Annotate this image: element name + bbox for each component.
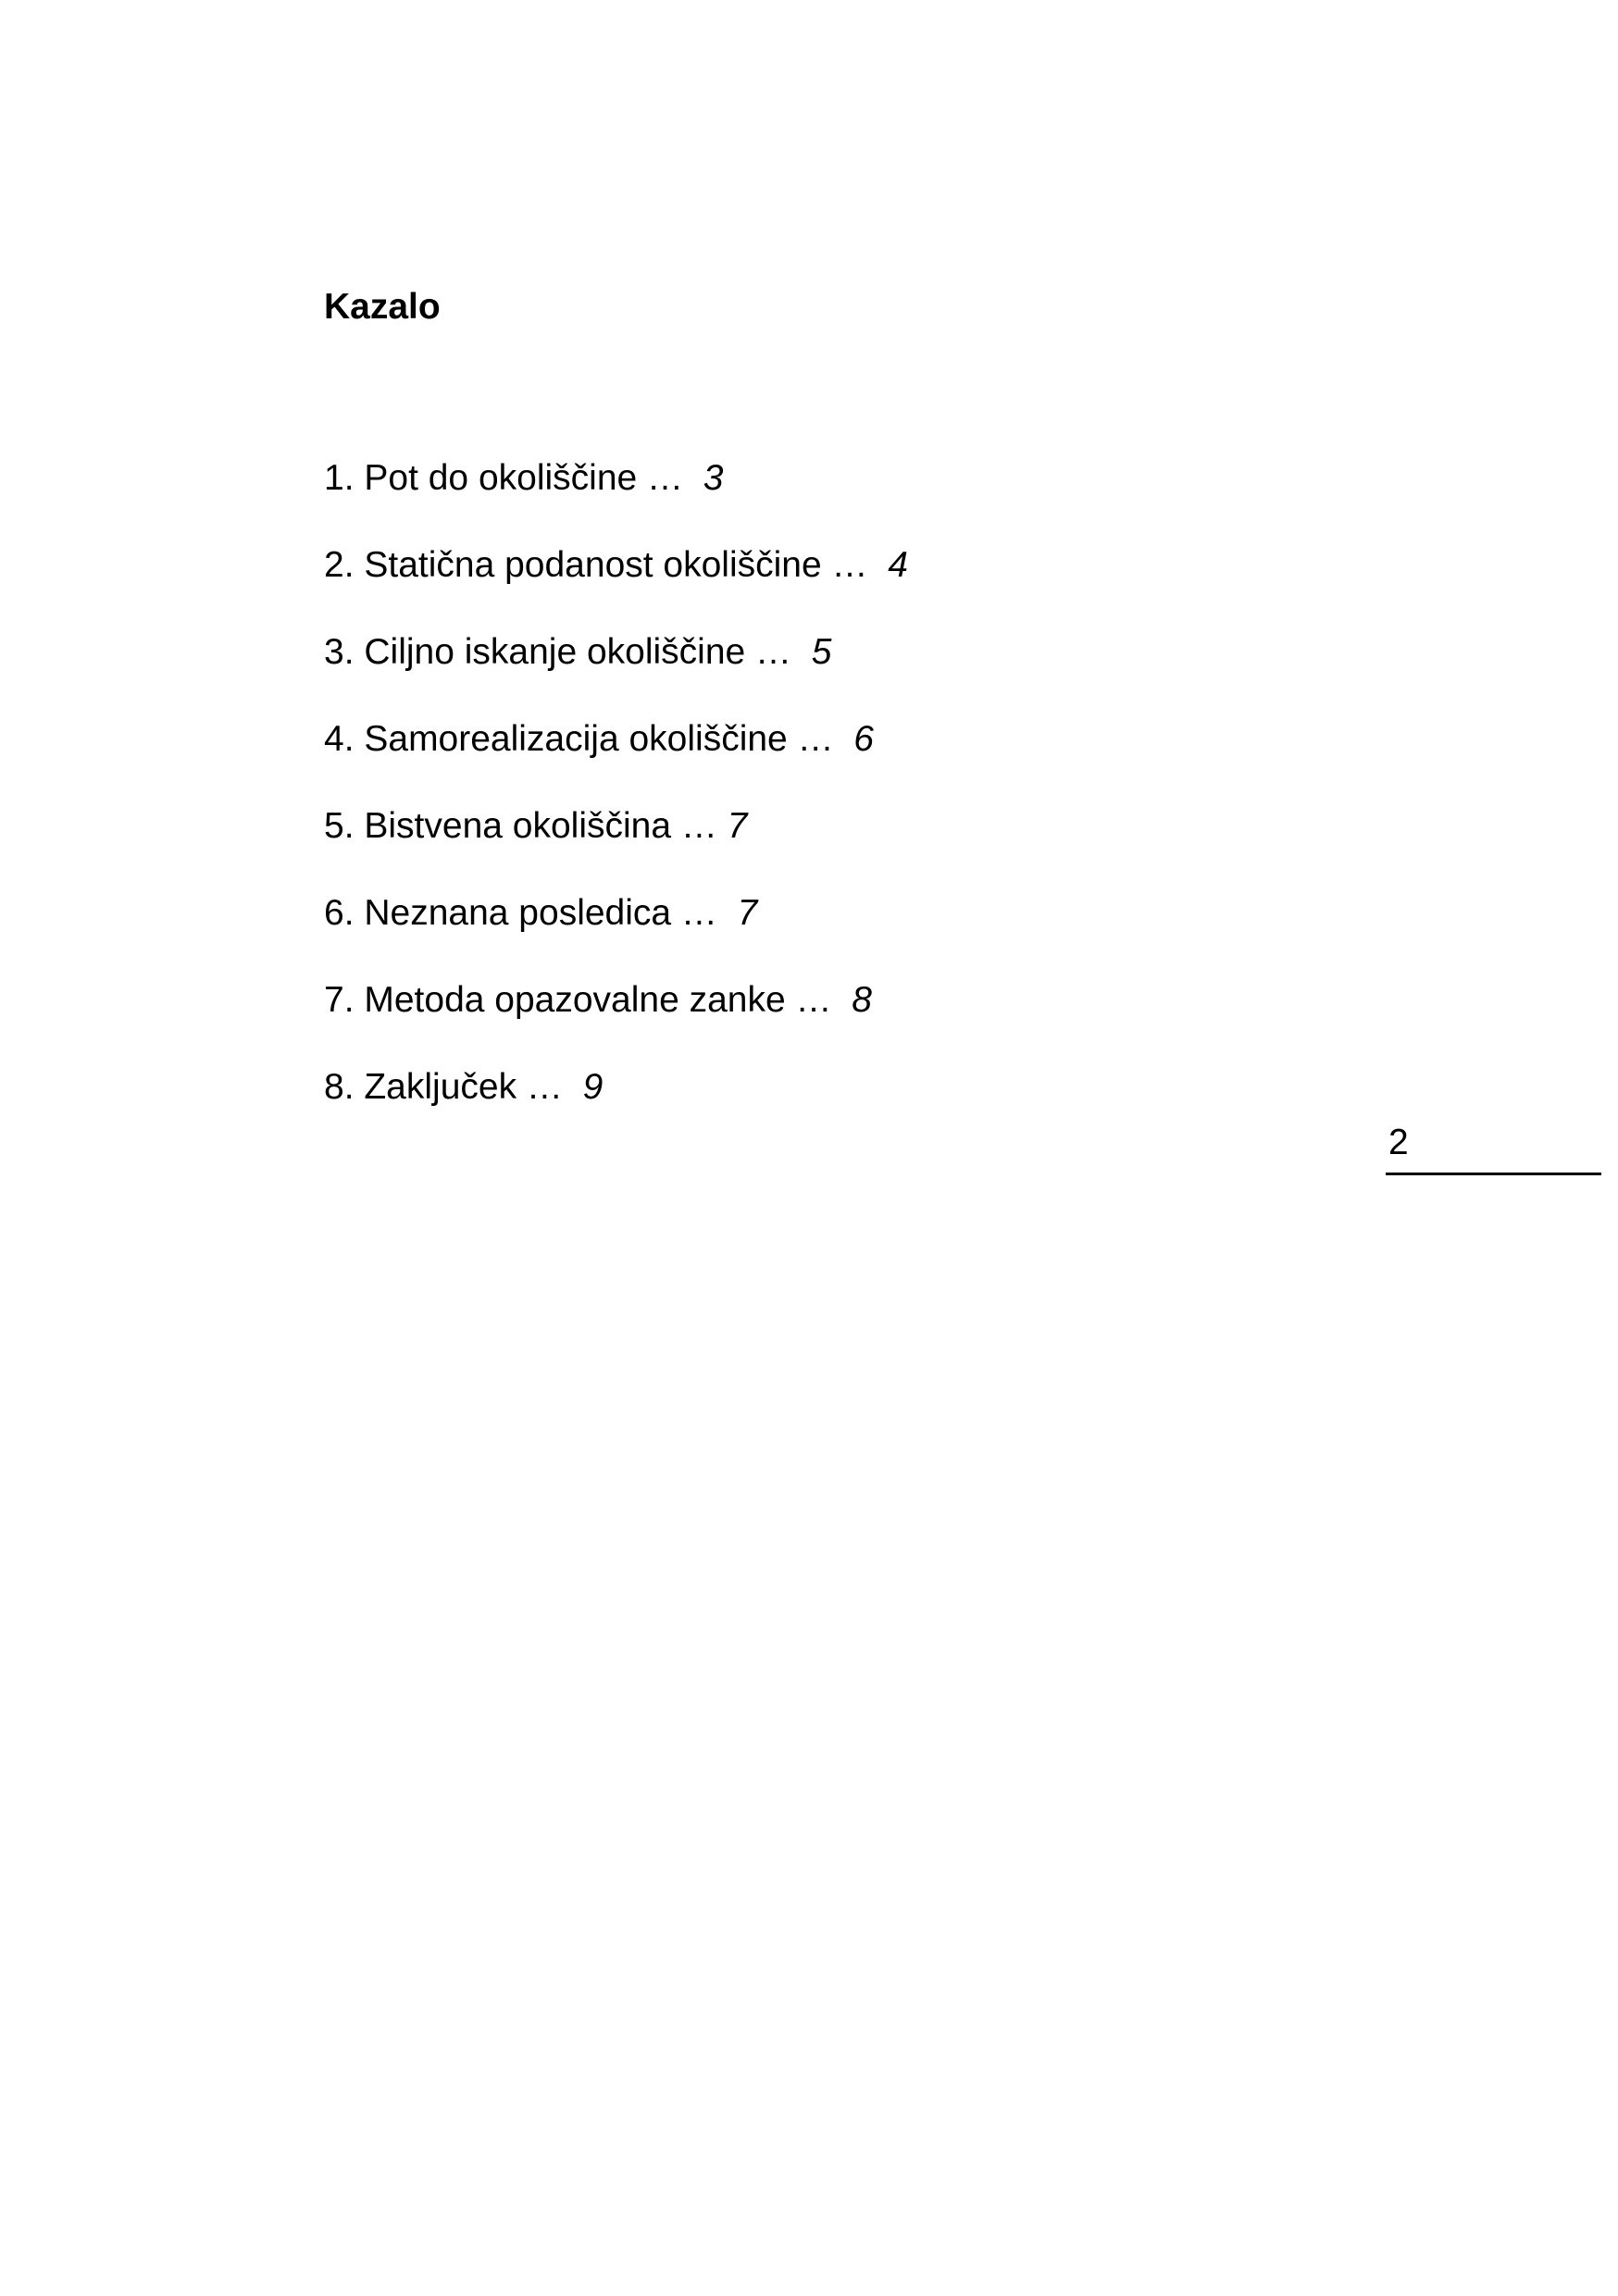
toc-entry-label: 8. Zaključek …	[324, 1067, 563, 1107]
toc-entry-label: 5. Bistvena okoliščina …	[324, 806, 717, 846]
toc-entry-label: 1. Pot do okoliščine …	[324, 458, 684, 498]
toc-entry-page: 5	[811, 632, 832, 672]
toc-entry	[324, 799, 908, 886]
toc-entry-page: 6	[853, 719, 874, 759]
toc-entry	[324, 538, 908, 625]
toc-entry-page: 7	[727, 806, 748, 846]
toc-entry-label: 2. Statična podanost okoliščine …	[324, 545, 868, 585]
page-number: 2	[1388, 1123, 1409, 1162]
toc-entry-label: 3. Ciljno iskanje okoliščine …	[324, 632, 792, 672]
page-title: Kazalo	[324, 287, 441, 327]
toc-entry-label: 4. Samorealizacija okoliščine …	[324, 719, 834, 759]
toc-entry	[324, 973, 908, 1060]
toc-entry-label: 7. Metoda opazovalne zanke …	[324, 980, 832, 1020]
toc-entry-label: 6. Neznana posledica …	[324, 893, 717, 933]
toc-entry	[324, 886, 908, 973]
toc-entry	[324, 451, 908, 538]
toc-entry-page: 8	[852, 980, 872, 1020]
page-number-rule	[1386, 1173, 1601, 1175]
toc-entry-page: 3	[703, 458, 724, 498]
toc-entry	[324, 712, 908, 799]
toc-entry-page: 7	[737, 893, 758, 933]
toc-entry	[324, 625, 908, 712]
toc-entry	[324, 1060, 908, 1147]
toc-entry-page: 9	[582, 1067, 604, 1107]
table-of-contents	[324, 451, 908, 1147]
toc-entry-page: 4	[888, 545, 908, 585]
